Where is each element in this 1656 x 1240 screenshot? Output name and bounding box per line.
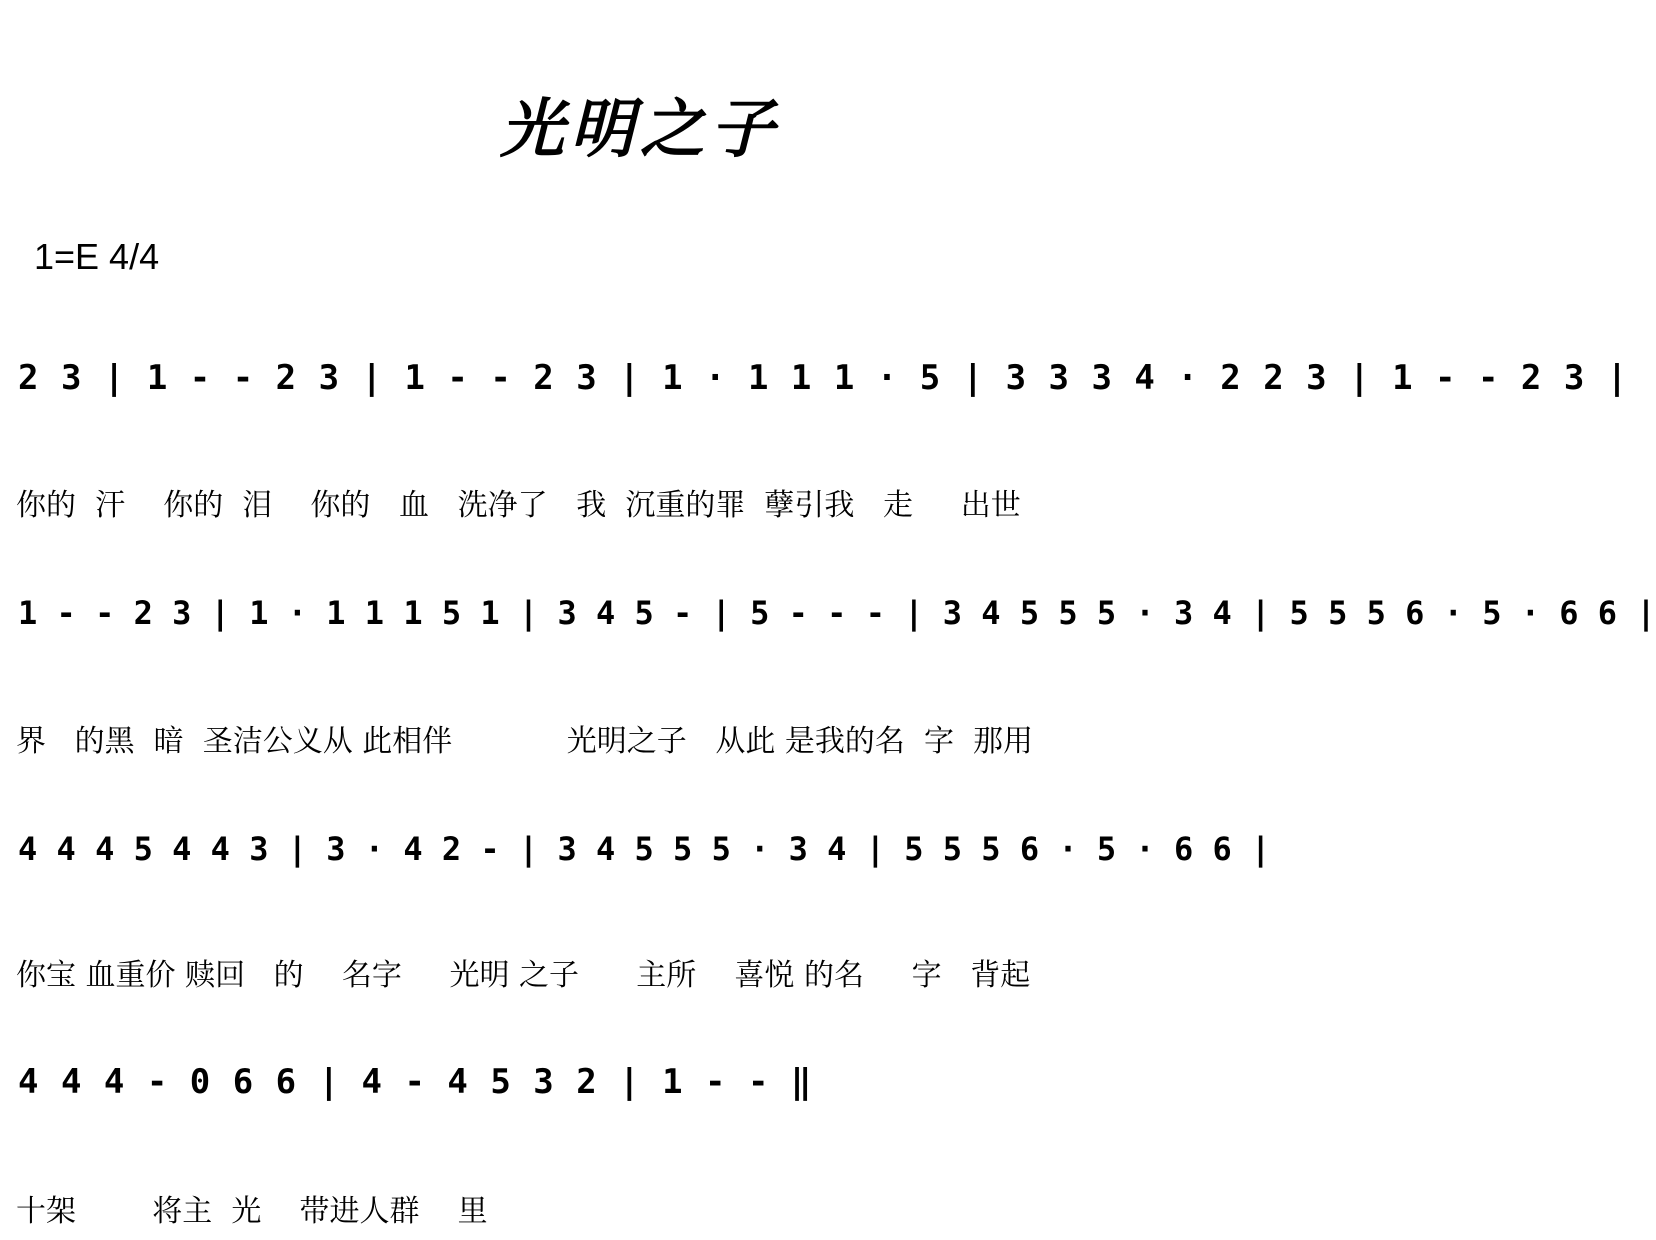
notation-row-1: 2 3 | 1 - - 2 3 | 1 - - 2 3 | 1 · 1 1 1 · 5 | 3 3 3 4 · 2 2 3 | 1 - - 2 3 | [18, 358, 1629, 398]
lyrics-row-2: 界 的黑 暗 圣洁公义从 此相伴 光明之子 从此 是我的名 字 那用 [16, 724, 1034, 759]
lyrics-row-4: 十架 将主 光 带进人群 里 [16, 1194, 488, 1229]
notation-row-3: 4 4 4 5 4 4 3 | 3 · 4 2 - | 3 4 5 5 5 · 3 4 | 5 5 5 6 · 5 · 6 6 | [18, 830, 1271, 868]
song-title: 光明之子 [500, 92, 780, 167]
lyrics-row-3: 你宝 血重价 赎回 的 名字 光明 之子 主所 喜悦 的名 字 背起 [16, 958, 1031, 993]
lyrics-row-1: 你的 汗 你的 泪 你的 血 洗净了 我 沉重的罪 孽引我 走 出世 [16, 488, 1021, 523]
notation-row-2: 1 - - 2 3 | 1 · 1 1 1 5 1 | 3 4 5 - | 5 - - - | 3 4 5 5 5 · 3 4 | 5 5 5 6 · 5 · 6 6 | [18, 594, 1656, 632]
key-signature: 1=E 4/4 [34, 236, 160, 277]
notation-row-4: 4 4 4 - 0 6 6 | 4 - 4 5 3 2 | 1 - - ‖ [18, 1062, 813, 1102]
